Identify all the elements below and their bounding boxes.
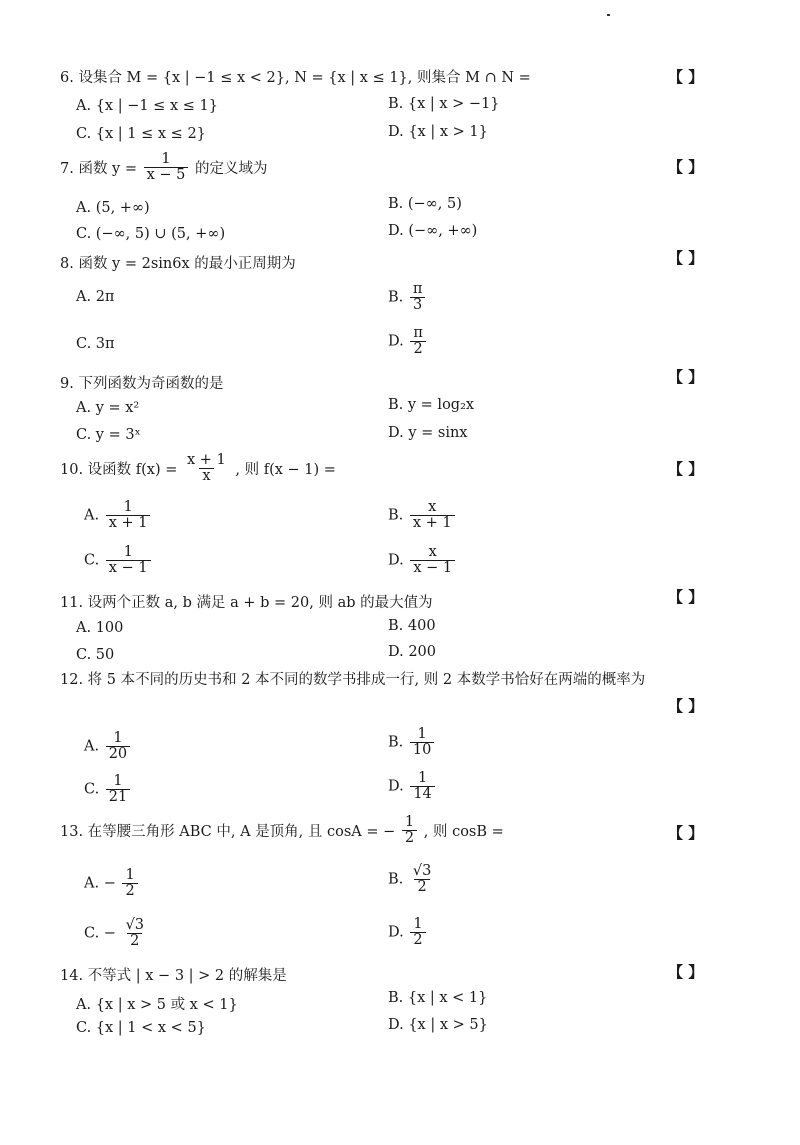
option-b: [388, 864, 436, 895]
numerator: 1: [413, 916, 423, 932]
fraction: [410, 771, 434, 802]
question-6-stem: 6. 设集合 M = {x | −1 ≤ x < 2}, N = {x | x ≤ 1}, 则集合 M ∩ N =: [60, 70, 531, 86]
option-c: C. {x | 1 < x < 5}: [76, 1020, 206, 1036]
option-d: D. 200: [388, 644, 437, 660]
fraction: [410, 326, 426, 357]
question-14-stem: 14. 不等式 | x − 3 | > 2 的解集是: [60, 968, 287, 984]
answer-bracket: 【 】: [668, 824, 704, 842]
answer-bracket: 【 】: [668, 460, 704, 478]
denominator: 2: [414, 879, 429, 895]
option-letter: C. −: [84, 925, 116, 942]
option-letter: D.: [388, 552, 404, 569]
option-a: A. y = x²: [76, 400, 140, 416]
option-b: B. {x | x < 1}: [388, 990, 488, 1006]
option-b: B. 400: [388, 618, 436, 634]
numerator: 1: [123, 544, 133, 560]
question-10-stem: [60, 453, 336, 484]
denominator: 21: [106, 789, 130, 805]
numerator: 1: [123, 499, 133, 515]
numerator: x: [428, 499, 437, 515]
denominator: x: [199, 468, 213, 484]
option-c: [84, 918, 149, 949]
denominator: 10: [410, 742, 434, 758]
answer-bracket: 【 】: [668, 158, 704, 176]
option-c: C. 3π: [76, 336, 115, 352]
option-a: A. (5, +∞): [76, 200, 150, 216]
question-8-stem: 8. 函数 y = 2sin6x 的最小正周期为: [60, 256, 296, 272]
denominator: x + 1: [106, 515, 151, 531]
option-b: [388, 500, 457, 531]
question-7-stem: [60, 152, 268, 183]
denominator: 20: [106, 746, 130, 762]
question-13-stem: [60, 815, 504, 846]
numerator: 1: [404, 814, 415, 830]
fraction: [122, 868, 137, 899]
fraction: [410, 864, 434, 895]
fraction: [106, 774, 130, 805]
scan-speck: [607, 14, 610, 16]
denominator: 2: [127, 933, 142, 949]
fraction: [410, 917, 425, 948]
option-a: A. {x | x > 5 或 x < 1}: [76, 997, 238, 1013]
option-d: [388, 917, 428, 948]
question-9-stem: 9. 下列函数为奇函数的是: [60, 376, 224, 392]
option-c: C. (−∞, 5) ∪ (5, +∞): [76, 226, 226, 242]
option-letter: D.: [388, 924, 404, 941]
denominator: 3: [410, 297, 425, 313]
option-b: B. (−∞, 5): [388, 196, 462, 212]
denominator: x − 5: [144, 167, 189, 183]
numerator: 1: [113, 773, 123, 789]
option-b: [388, 282, 427, 313]
numerator: 1: [113, 730, 123, 746]
stem-text: 13. 在等腰三角形 ABC 中, A 是顶角, 且 cosA = −: [60, 824, 396, 841]
option-c: C. y = 3ˣ: [76, 427, 141, 443]
answer-bracket: 【 】: [668, 249, 704, 267]
fraction: [106, 500, 151, 531]
option-d: D. {x | x > 5}: [388, 1017, 488, 1033]
denominator: x − 1: [106, 560, 151, 576]
fraction: [144, 152, 189, 183]
denominator: x − 1: [410, 560, 455, 576]
stem-text: 10. 设函数 f(x) =: [60, 462, 178, 479]
fraction: [410, 727, 434, 758]
fraction: [184, 453, 229, 484]
option-a: [84, 868, 140, 899]
option-a: A. 2π: [76, 289, 115, 305]
numerator: 1: [125, 867, 135, 883]
denominator: x + 1: [410, 515, 455, 531]
fraction: [410, 545, 455, 576]
denominator: 2: [122, 883, 137, 899]
option-c: C. {x | 1 ≤ x ≤ 2}: [76, 126, 206, 142]
option-a: [84, 731, 132, 762]
option-letter: B.: [388, 507, 404, 524]
numerator: π: [412, 281, 423, 297]
stem-text: , 则 f(x − 1) =: [235, 462, 336, 479]
denominator: 2: [410, 341, 425, 357]
numerator: x + 1: [187, 452, 226, 468]
option-letter: D.: [388, 333, 404, 350]
option-b: B. y = log₂x: [388, 397, 475, 413]
fraction: [410, 282, 426, 313]
option-c: [84, 774, 132, 805]
denominator: 2: [410, 932, 425, 948]
option-d: [388, 771, 437, 802]
option-d: [388, 545, 457, 576]
option-letter: C.: [84, 552, 100, 569]
option-letter: B.: [388, 289, 404, 306]
option-a: [84, 500, 152, 531]
numerator: x: [428, 544, 437, 560]
fraction: [106, 731, 130, 762]
option-letter: A.: [84, 507, 100, 524]
numerator: √3: [412, 863, 432, 879]
option-b: B. {x | x > −1}: [388, 96, 500, 112]
option-d: [388, 326, 428, 357]
option-d: D. (−∞, +∞): [388, 223, 478, 239]
answer-bracket: 【 】: [668, 68, 704, 86]
answer-bracket: 【 】: [668, 368, 704, 386]
option-d: D. y = sinx: [388, 425, 468, 441]
denominator: 2: [402, 830, 417, 846]
option-letter: D.: [388, 778, 404, 795]
option-a: A. {x | −1 ≤ x ≤ 1}: [76, 98, 218, 114]
option-letter: B.: [388, 734, 404, 751]
numerator: √3: [125, 917, 145, 933]
stem-text: 7. 函数 y =: [60, 161, 138, 178]
denominator: 14: [410, 786, 434, 802]
answer-bracket: 【 】: [668, 588, 704, 606]
numerator: 1: [417, 726, 427, 742]
fraction: [402, 815, 417, 846]
question-12-stem: 12. 将 5 本不同的历史书和 2 本不同的数学书排成一行, 则 2 本数学书恰好在两端的概率为: [60, 672, 646, 688]
stem-text: , 则 cosB =: [423, 824, 504, 841]
option-letter: A.: [84, 738, 100, 755]
option-letter: B.: [388, 871, 404, 888]
option-letter: C.: [84, 781, 100, 798]
answer-bracket: 【 】: [668, 963, 704, 981]
option-c: C. 50: [76, 647, 115, 663]
option-d: D. {x | x > 1}: [388, 124, 488, 140]
numerator: 1: [161, 151, 171, 167]
option-a: A. 100: [76, 620, 124, 636]
option-b: [388, 727, 436, 758]
fraction: [106, 545, 151, 576]
question-11-stem: 11. 设两个正数 a, b 满足 a + b = 20, 则 ab 的最大值为: [60, 595, 433, 611]
fraction: [410, 500, 455, 531]
option-c: [84, 545, 153, 576]
answer-bracket: 【 】: [668, 697, 704, 715]
numerator: π: [413, 325, 423, 341]
stem-text: 的定义域为: [195, 161, 268, 178]
fraction: [123, 918, 147, 949]
numerator: 1: [417, 770, 428, 786]
option-letter: A. −: [84, 875, 116, 892]
